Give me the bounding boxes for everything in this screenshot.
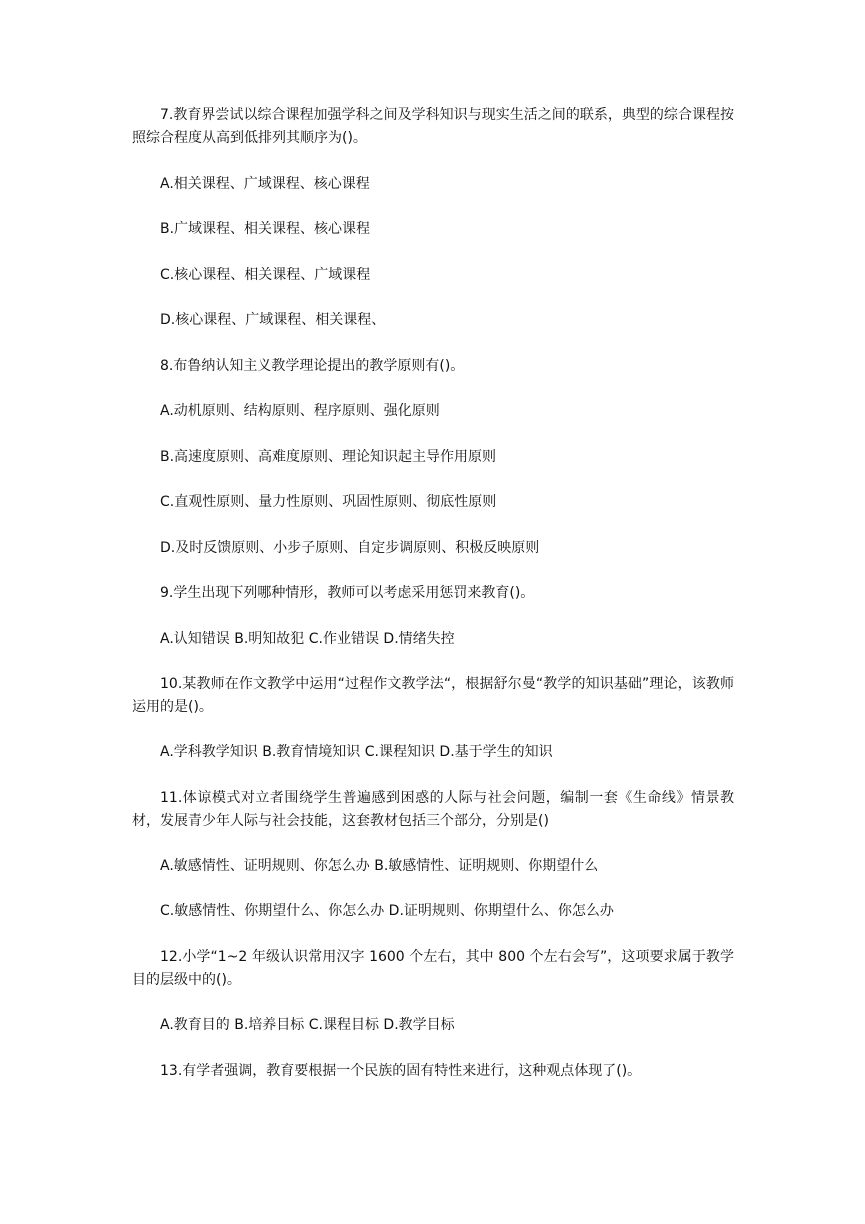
question-12-options: A.教育目的 B.培养目标 C.课程目标 D.教学目标: [160, 1017, 455, 1033]
question-10: 10.某教师在作文教学中运用“过程作文教学法“，根据舒尔曼“教学的知识基础”理论，该教师运用的是()。: [132, 676, 734, 715]
question-8: 8.布鲁纳认知主义教学理论提出的教学原则有()。: [160, 358, 465, 374]
question-11-options-cd: C.敏感情性、你期望什么、你怎么办 D.证明规则、你期望什么、你怎么办: [160, 903, 614, 919]
question-7-option-a: A.相关课程、广域课程、核心课程: [160, 176, 370, 192]
question-9-options: A.认知错误 B.明知故犯 C.作业错误 D.情绪失控: [160, 631, 455, 647]
question-7: 7.教育界尝试以综合课程加强学科之间及学科知识与现实生活之间的联系，典型的综合课程按照综合程度从高到低排列其顺序为()。: [132, 107, 734, 146]
question-11: 11.体谅模式对立者围绕学生普遍感到困惑的人际与社会问题，编制一套《生命线》情景教材，发展青少年人际与社会技能，这套教材包括三个部分，分别是(): [132, 790, 734, 829]
question-9: 9.学生出现下列哪种情形，教师可以考虑采用惩罚来教育()。: [160, 585, 535, 601]
question-8-option-c: C.直观性原则、量力性原则、巩固性原则、彻底性原则: [160, 494, 497, 510]
question-7-option-c: C.核心课程、相关课程、广域课程: [160, 267, 371, 283]
question-11-options-ab: A.敏感情性、证明规则、你怎么办 B.敏感情性、证明规则、你期望什么: [160, 858, 599, 874]
question-8-option-d: D.及时反馈原则、小步子原则、自定步调原则、积极反映原则: [160, 540, 540, 556]
question-7-option-d: D.核心课程、广域课程、相关课程、: [160, 312, 386, 328]
question-10-options: A.学科教学知识 B.教育情境知识 C.课程知识 D.基于学生的知识: [160, 744, 553, 760]
question-8-option-a: A.动机原则、结构原则、程序原则、强化原则: [160, 403, 440, 419]
question-7-option-b: B.广域课程、相关课程、核心课程: [160, 221, 371, 237]
question-13: 13.有学者强调，教育要根据一个民族的固有特性来进行，这种观点体现了()。: [160, 1063, 642, 1079]
question-12: 12.小学“1~2 年级认识常用汉字 1600 个左右，其中 800 个左右会写”，这项要求属于教学目的层级中的()。: [132, 949, 734, 988]
question-8-option-b: B.高速度原则、高难度原则、理论知识起主导作用原则: [160, 449, 497, 465]
